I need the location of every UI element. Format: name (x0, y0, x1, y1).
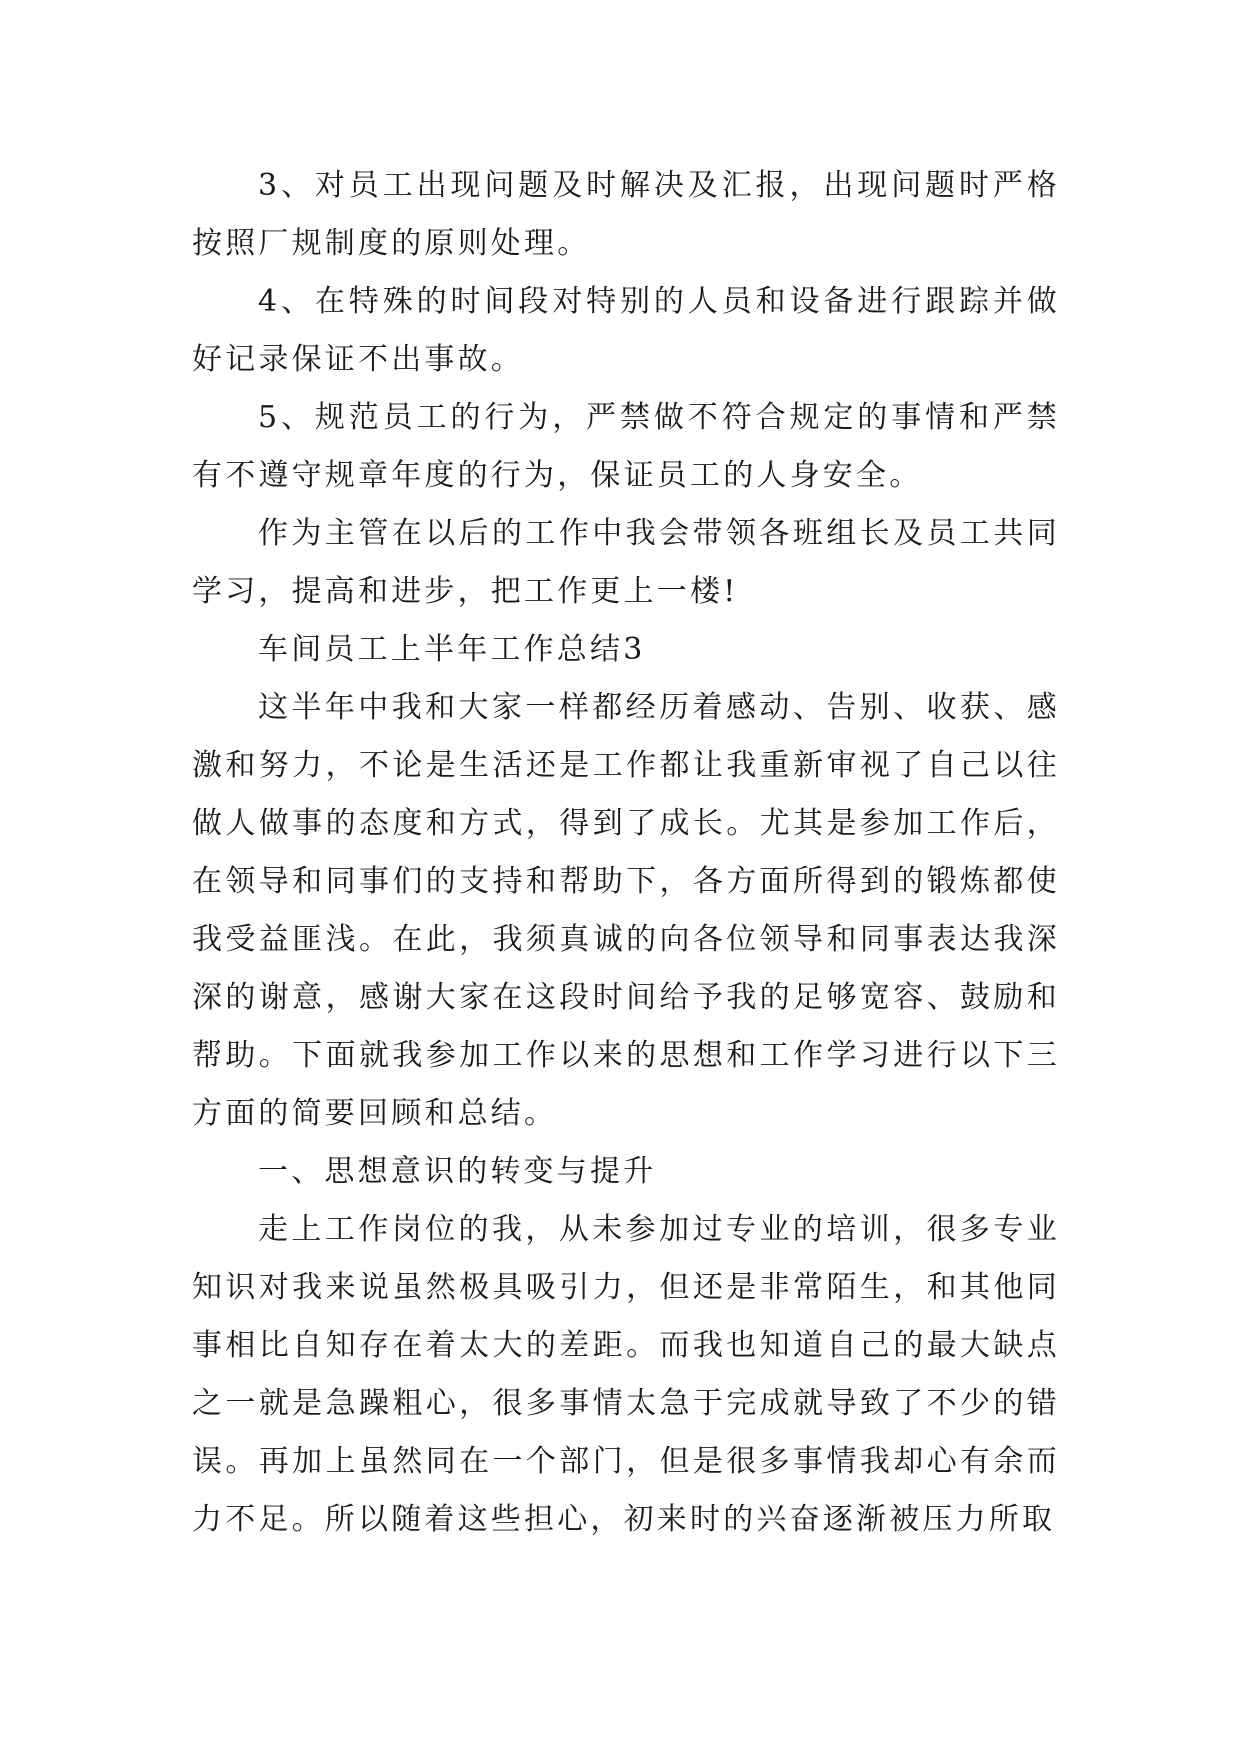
paragraph-supervisor-commitment: 作为主管在以后的工作中我会带领各班组长及员工共同学习，提高和进步，把工作更上一楼! (192, 516, 1060, 609)
paragraph-item-4: 4、在特殊的时间段对特别的人员和设备进行跟踪并做好记录保证不出事故。 (192, 284, 1060, 377)
paragraph-item-5: 5、规范员工的行为，严禁做不符合规定的事情和严禁有不遵守规章年度的行为，保证员工的人身安全。 (192, 400, 1060, 493)
document-page (192, 157, 1060, 1549)
section-title: 车间员工上半年工作总结3 (258, 632, 646, 667)
paragraph-body: 走上工作岗位的我，从未参加过专业的培训，很多专业知识对我来说虽然极具吸引力，但还是非常陌生，和其他同事相比自知存在着太大的差距。而我也知道自己的最大缺点之一就是急躁粗心，很多事情太急于完成就导致了不少的错误。再加上虽然同在一个部门，但是很多事情我却心有余而力不足。所以随着这些担心，初来时的兴奋逐渐被压力所取 (192, 1212, 1060, 1537)
section-heading: 一、思想意识的转变与提升 (258, 1154, 657, 1189)
paragraph-intro: 这半年中我和大家一样都经历着感动、告别、收获、感激和努力，不论是生活还是工作都让我重新审视了自己以往做人做事的态度和方式，得到了成长。尤其是参加工作后，在领导和同事们的支持和帮助下，各方面所得到的锻炼都使我受益匪浅。在此，我须真诚的向各位领导和同事表达我深深的谢意，感谢大家在这段时间给予我的足够宽容、鼓励和帮助。下面就我参加工作以来的思想和工作学习进行以下三方面的简要回顾和总结。 (192, 690, 1060, 1131)
paragraph-item-3: 3、对员工出现问题及时解决及汇报，出现问题时严格按照厂规制度的原则处理。 (192, 168, 1060, 261)
